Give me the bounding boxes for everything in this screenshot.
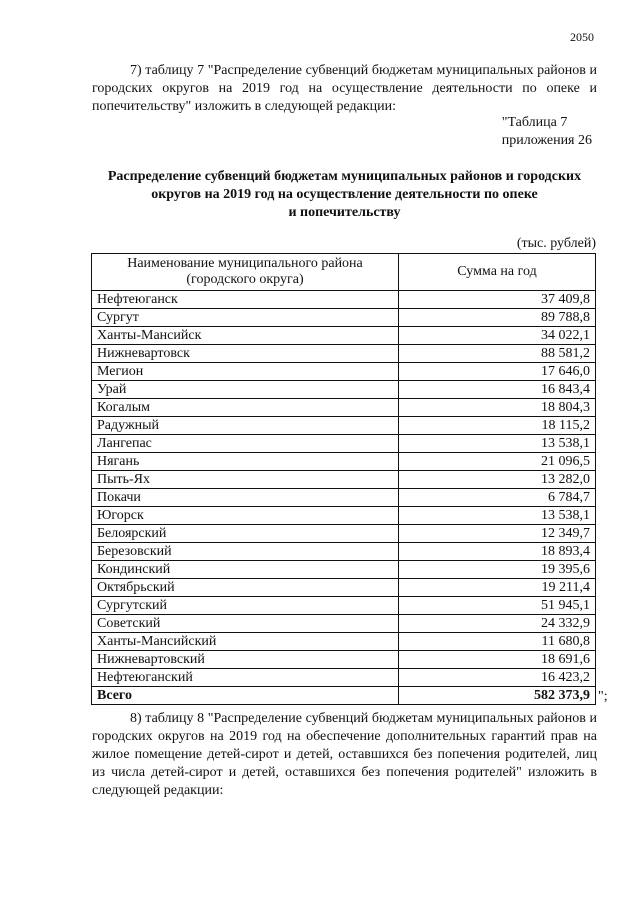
amendment-paragraph-8 bbox=[92, 710, 597, 800]
table-row bbox=[92, 417, 596, 435]
closing-quote: "; bbox=[598, 689, 608, 704]
table-total-row bbox=[92, 687, 596, 705]
row-value-cell: 19 211,4 bbox=[399, 579, 596, 597]
table-row bbox=[92, 471, 596, 489]
table-row bbox=[92, 399, 596, 417]
table-row bbox=[92, 597, 596, 615]
table-row bbox=[92, 615, 596, 633]
row-name-cell: Кондинский bbox=[92, 561, 399, 579]
row-name-cell: Сургут bbox=[92, 309, 399, 327]
row-name-cell: Березовский bbox=[92, 543, 399, 561]
table-heading bbox=[92, 168, 597, 222]
row-name-cell: Пыть-Ях bbox=[92, 471, 399, 489]
row-value-cell: 34 022,1 bbox=[399, 327, 596, 345]
row-name-cell: Урай bbox=[92, 381, 399, 399]
table-row bbox=[92, 489, 596, 507]
table-row bbox=[92, 669, 596, 687]
table-row bbox=[92, 633, 596, 651]
row-value-cell: 51 945,1 bbox=[399, 597, 596, 615]
row-value-cell: 18 691,6 bbox=[399, 651, 596, 669]
row-value-cell: 18 115,2 bbox=[399, 417, 596, 435]
table-row bbox=[92, 291, 596, 309]
row-value-cell: 13 538,1 bbox=[399, 435, 596, 453]
row-value-cell: 88 581,2 bbox=[399, 345, 596, 363]
row-value-cell: 89 788,8 bbox=[399, 309, 596, 327]
page-number: 2050 bbox=[570, 30, 594, 44]
row-value-cell: 6 784,7 bbox=[399, 489, 596, 507]
row-name-cell: Лангепас bbox=[92, 435, 399, 453]
table-row bbox=[92, 345, 596, 363]
table-row bbox=[92, 651, 596, 669]
row-value-cell: 17 646,0 bbox=[399, 363, 596, 381]
table-row bbox=[92, 309, 596, 327]
amendment-text-7: 7) таблицу 7 "Распределение субвенций бюджетам муниципальных районов и городских округов на 2019 год на осуществление деятельности по опеке и попечительству" изложить в следующей редакции: bbox=[92, 63, 597, 114]
heading-line-2: округов на 2019 год на осуществление деятельности по опеке bbox=[151, 187, 538, 202]
row-name-cell: Ханты-Мансийский bbox=[92, 633, 399, 651]
total-value-cell: 582 373,9 bbox=[399, 687, 596, 705]
row-name-cell: Нягань bbox=[92, 453, 399, 471]
row-value-cell: 13 538,1 bbox=[399, 507, 596, 525]
row-name-cell: Нефтеюганск bbox=[92, 291, 399, 309]
table-row bbox=[92, 561, 596, 579]
column-header-sum: Сумма на год bbox=[399, 254, 596, 291]
heading-line-1: Распределение субвенций бюджетам муниципальных районов и городских bbox=[107, 169, 582, 184]
table-row bbox=[92, 543, 596, 561]
table-header-row bbox=[92, 254, 596, 291]
row-value-cell: 21 096,5 bbox=[399, 453, 596, 471]
table-row bbox=[92, 327, 596, 345]
row-value-cell: 16 423,2 bbox=[399, 669, 596, 687]
row-value-cell: 18 804,3 bbox=[399, 399, 596, 417]
row-value-cell: 37 409,8 bbox=[399, 291, 596, 309]
row-value-cell: 12 349,7 bbox=[399, 525, 596, 543]
row-name-cell: Покачи bbox=[92, 489, 399, 507]
row-name-cell: Радужный bbox=[92, 417, 399, 435]
row-name-cell: Советский bbox=[92, 615, 399, 633]
row-name-cell: Нефтеюганский bbox=[92, 669, 399, 687]
table-body bbox=[92, 291, 596, 705]
table-row bbox=[92, 579, 596, 597]
row-name-cell: Нижневартовск bbox=[92, 345, 399, 363]
row-name-cell: Сургутский bbox=[92, 597, 399, 615]
subvention-table bbox=[91, 253, 596, 705]
amendment-paragraph-7 bbox=[92, 62, 597, 116]
row-value-cell: 16 843,4 bbox=[399, 381, 596, 399]
caption-line-1: "Таблица 7 bbox=[501, 115, 568, 130]
heading-line-3: и попечительству bbox=[288, 205, 401, 220]
units-label: (тыс. рублей) bbox=[516, 236, 596, 251]
table-caption bbox=[502, 114, 592, 150]
row-name-cell: Белоярский bbox=[92, 525, 399, 543]
row-name-cell: Ханты-Мансийск bbox=[92, 327, 399, 345]
table-row bbox=[92, 381, 596, 399]
row-name-cell: Нижневартовский bbox=[92, 651, 399, 669]
row-value-cell: 18 893,4 bbox=[399, 543, 596, 561]
total-label-cell: Всего bbox=[92, 687, 399, 705]
row-value-cell: 13 282,0 bbox=[399, 471, 596, 489]
table-row bbox=[92, 507, 596, 525]
table-row bbox=[92, 453, 596, 471]
table-row bbox=[92, 435, 596, 453]
row-name-cell: Мегион bbox=[92, 363, 399, 381]
row-name-cell: Когалым bbox=[92, 399, 399, 417]
table-row bbox=[92, 525, 596, 543]
caption-line-2: приложения 26 bbox=[501, 133, 592, 148]
row-value-cell: 19 395,6 bbox=[399, 561, 596, 579]
amendment-text-8: 8) таблицу 8 "Распределение субвенций бюджетам муниципальных районов и городских округов на 2019 год на обеспечение дополнительных гарантий прав на жилое помещение детей-сирот и детей, оставшихся без попечения родителей, лиц из числа детей-сирот и детей, оставшихся без попечения родителей" изложить в следующей редакции: bbox=[92, 711, 597, 798]
row-name-cell: Октябрьский bbox=[92, 579, 399, 597]
row-name-cell: Югорск bbox=[92, 507, 399, 525]
table-row bbox=[92, 363, 596, 381]
row-value-cell: 11 680,8 bbox=[399, 633, 596, 651]
row-value-cell: 24 332,9 bbox=[399, 615, 596, 633]
column-header-name: Наименование муниципального района (городского округа) bbox=[92, 254, 399, 291]
